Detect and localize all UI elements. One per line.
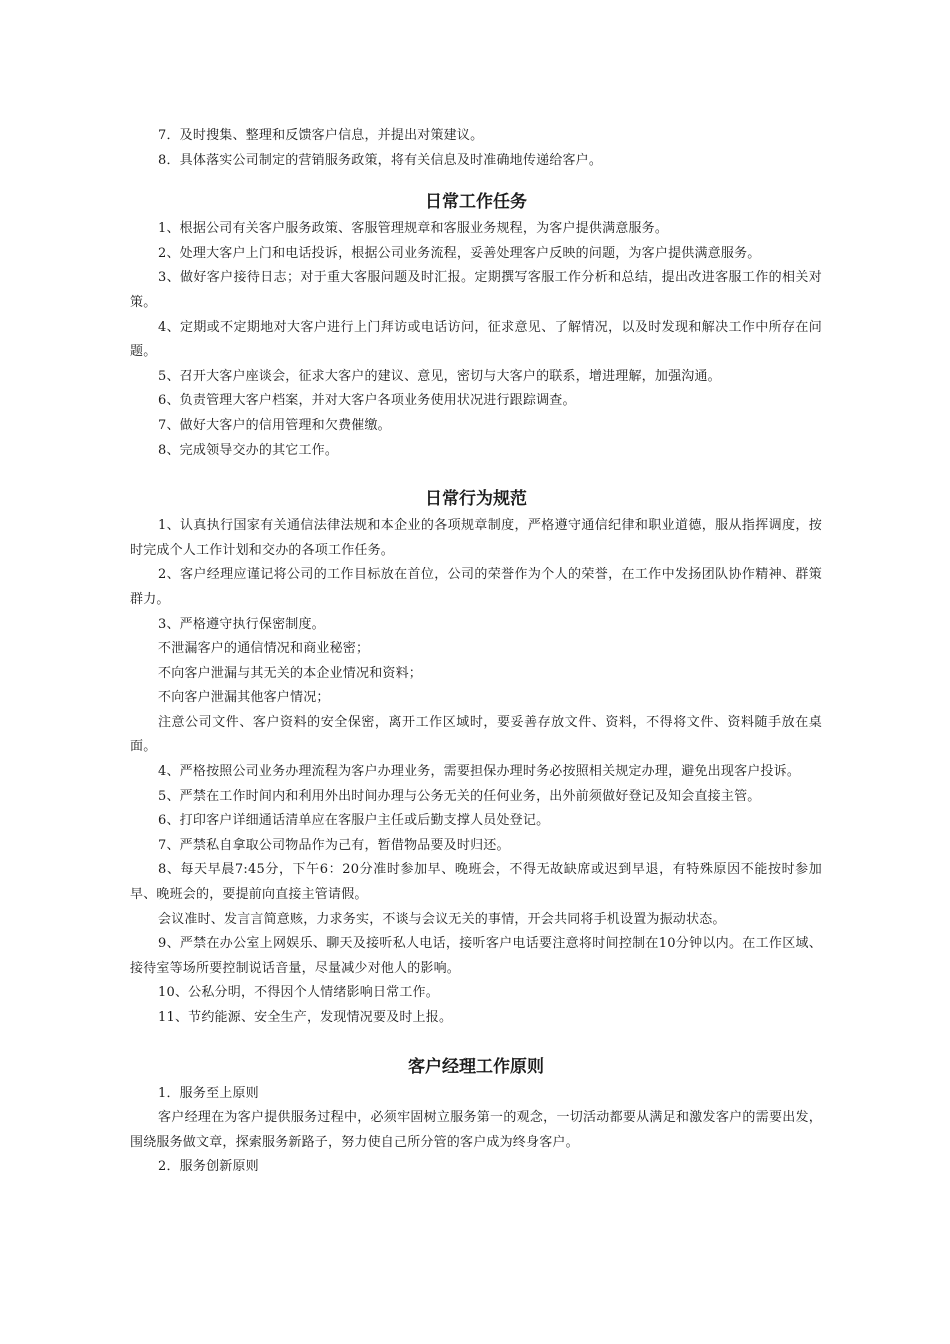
paragraph: 3、做好客户接待日志；对于重大客服问题及时汇报。定期撰写客服工作分析和总结，提出改进客服工作的相关对策。 xyxy=(130,270,822,310)
paragraph: 4、严格按照公司业务办理流程为客户办理业务，需要担保办理时务必按照相关规定办理，避免出现客户投诉。 xyxy=(158,764,801,780)
paragraph: 7、做好大客户的信用管理和欠费催缴。 xyxy=(158,417,391,433)
paragraph: 2、客户经理应谨记将公司的工作目标放在首位，公司的荣誉作为个人的荣誉，在工作中发扬团队协作精神、群策群力。 xyxy=(130,567,822,607)
paragraph: 2、处理大客户上门和电话投诉，根据公司业务流程，妥善处理客户反映的问题，为客户提供满意服务。 xyxy=(158,245,761,261)
paragraph: 8、完成领导交办的其它工作。 xyxy=(158,442,339,458)
paragraph: 5、召开大客户座谈会，征求大客户的建议、意见，密切与大客户的联系，增进理解，加强沟通。 xyxy=(158,368,721,384)
paragraph: 注意公司文件、客户资料的安全保密，离开工作区域时，要妥善存放文件、资料，不得将文件、资料随手放在桌面。 xyxy=(130,714,822,755)
paragraph: 不泄漏客户的通信情况和商业秘密； xyxy=(158,641,370,657)
paragraph: 10、公私分明，不得因个人情绪影响日常工作。 xyxy=(158,985,439,1001)
intro-item-7: 7．及时搜集、整理和反馈客户信息，并提出对策建议。 xyxy=(158,128,484,143)
paragraph: 3、严格遵守执行保密制度。 xyxy=(158,616,325,632)
paragraph: 不向客户泄漏其他客户情况； xyxy=(158,690,330,706)
paragraph: 1、认真执行国家有关通信法律法规和本企业的各项规章制度，严格遵守通信纪律和职业道德，服从指挥调度，按时完成个人工作计划和交办的各项工作任务。 xyxy=(130,518,822,558)
section-heading-work-principles: 客户经理工作原则 xyxy=(408,1056,544,1077)
paragraph: 6、负责管理大客户档案，并对大客户各项业务使用状况进行跟踪调查。 xyxy=(158,393,576,409)
paragraph: 2．服务创新原则 xyxy=(158,1159,259,1175)
section-heading-conduct-rules: 日常行为规范 xyxy=(425,489,527,510)
paragraph: 1、根据公司有关客户服务政策、客服管理规章和客服业务规程，为客户提供满意服务。 xyxy=(158,221,669,237)
paragraph: 4、定期或不定期地对大客户进行上门拜访或电话访问，征求意见、了解情况，以及时发现和解决工作中所存在问题。 xyxy=(130,319,822,360)
paragraph: 11、节约能源、安全生产，发现情况要及时上报。 xyxy=(158,1010,453,1025)
paragraph: 客户经理在为客户提供服务过程中，必须牢固树立服务第一的观念，一切活动都要从满足和激发客户的需要出发，围绕服务做文章，探索服务新路子，努力使自己所分管的客户成为终身客户。 xyxy=(130,1110,822,1150)
section-heading-daily-tasks: 日常工作任务 xyxy=(425,192,527,213)
paragraph: 8、每天早晨7:45分，下午6：20分准时参加早、晚班会，不得无故缺席或迟到早退，有特殊原因不能按时参加早、晚班会的，要提前向直接主管请假。 xyxy=(130,862,822,903)
paragraph: 不向客户泄漏与其无关的本企业情况和资料； xyxy=(158,665,423,681)
intro-item-8: 8．具体落实公司制定的营销服务政策，将有关信息及时准确地传递给客户。 xyxy=(158,152,603,168)
paragraph: 6、打印客户详细通话清单应在客服户主任或后勤支撑人员处登记。 xyxy=(158,813,550,829)
paragraph: 7、严禁私自拿取公司物品作为己有，暂借物品要及时归还。 xyxy=(158,837,510,853)
document-body xyxy=(130,124,822,1180)
paragraph: 9、严禁在办公室上网娱乐、聊天及接听私人电话，接听客户电话要注意将时间控制在10分钟以内。在工作区域、接待室等场所要控制说话音量，尽量减少对他人的影响。 xyxy=(130,936,822,976)
paragraph: 会议准时、发言言简意赅，力求务实，不谈与会议无关的事情，开会共同将手机设置为振动状态。 xyxy=(158,911,726,927)
paragraph: 1．服务至上原则 xyxy=(158,1085,259,1101)
paragraph: 5、严禁在工作时间内和利用外出时间办理与公务无关的任何业务，出外前须做好登记及知会直接主管。 xyxy=(158,788,761,804)
